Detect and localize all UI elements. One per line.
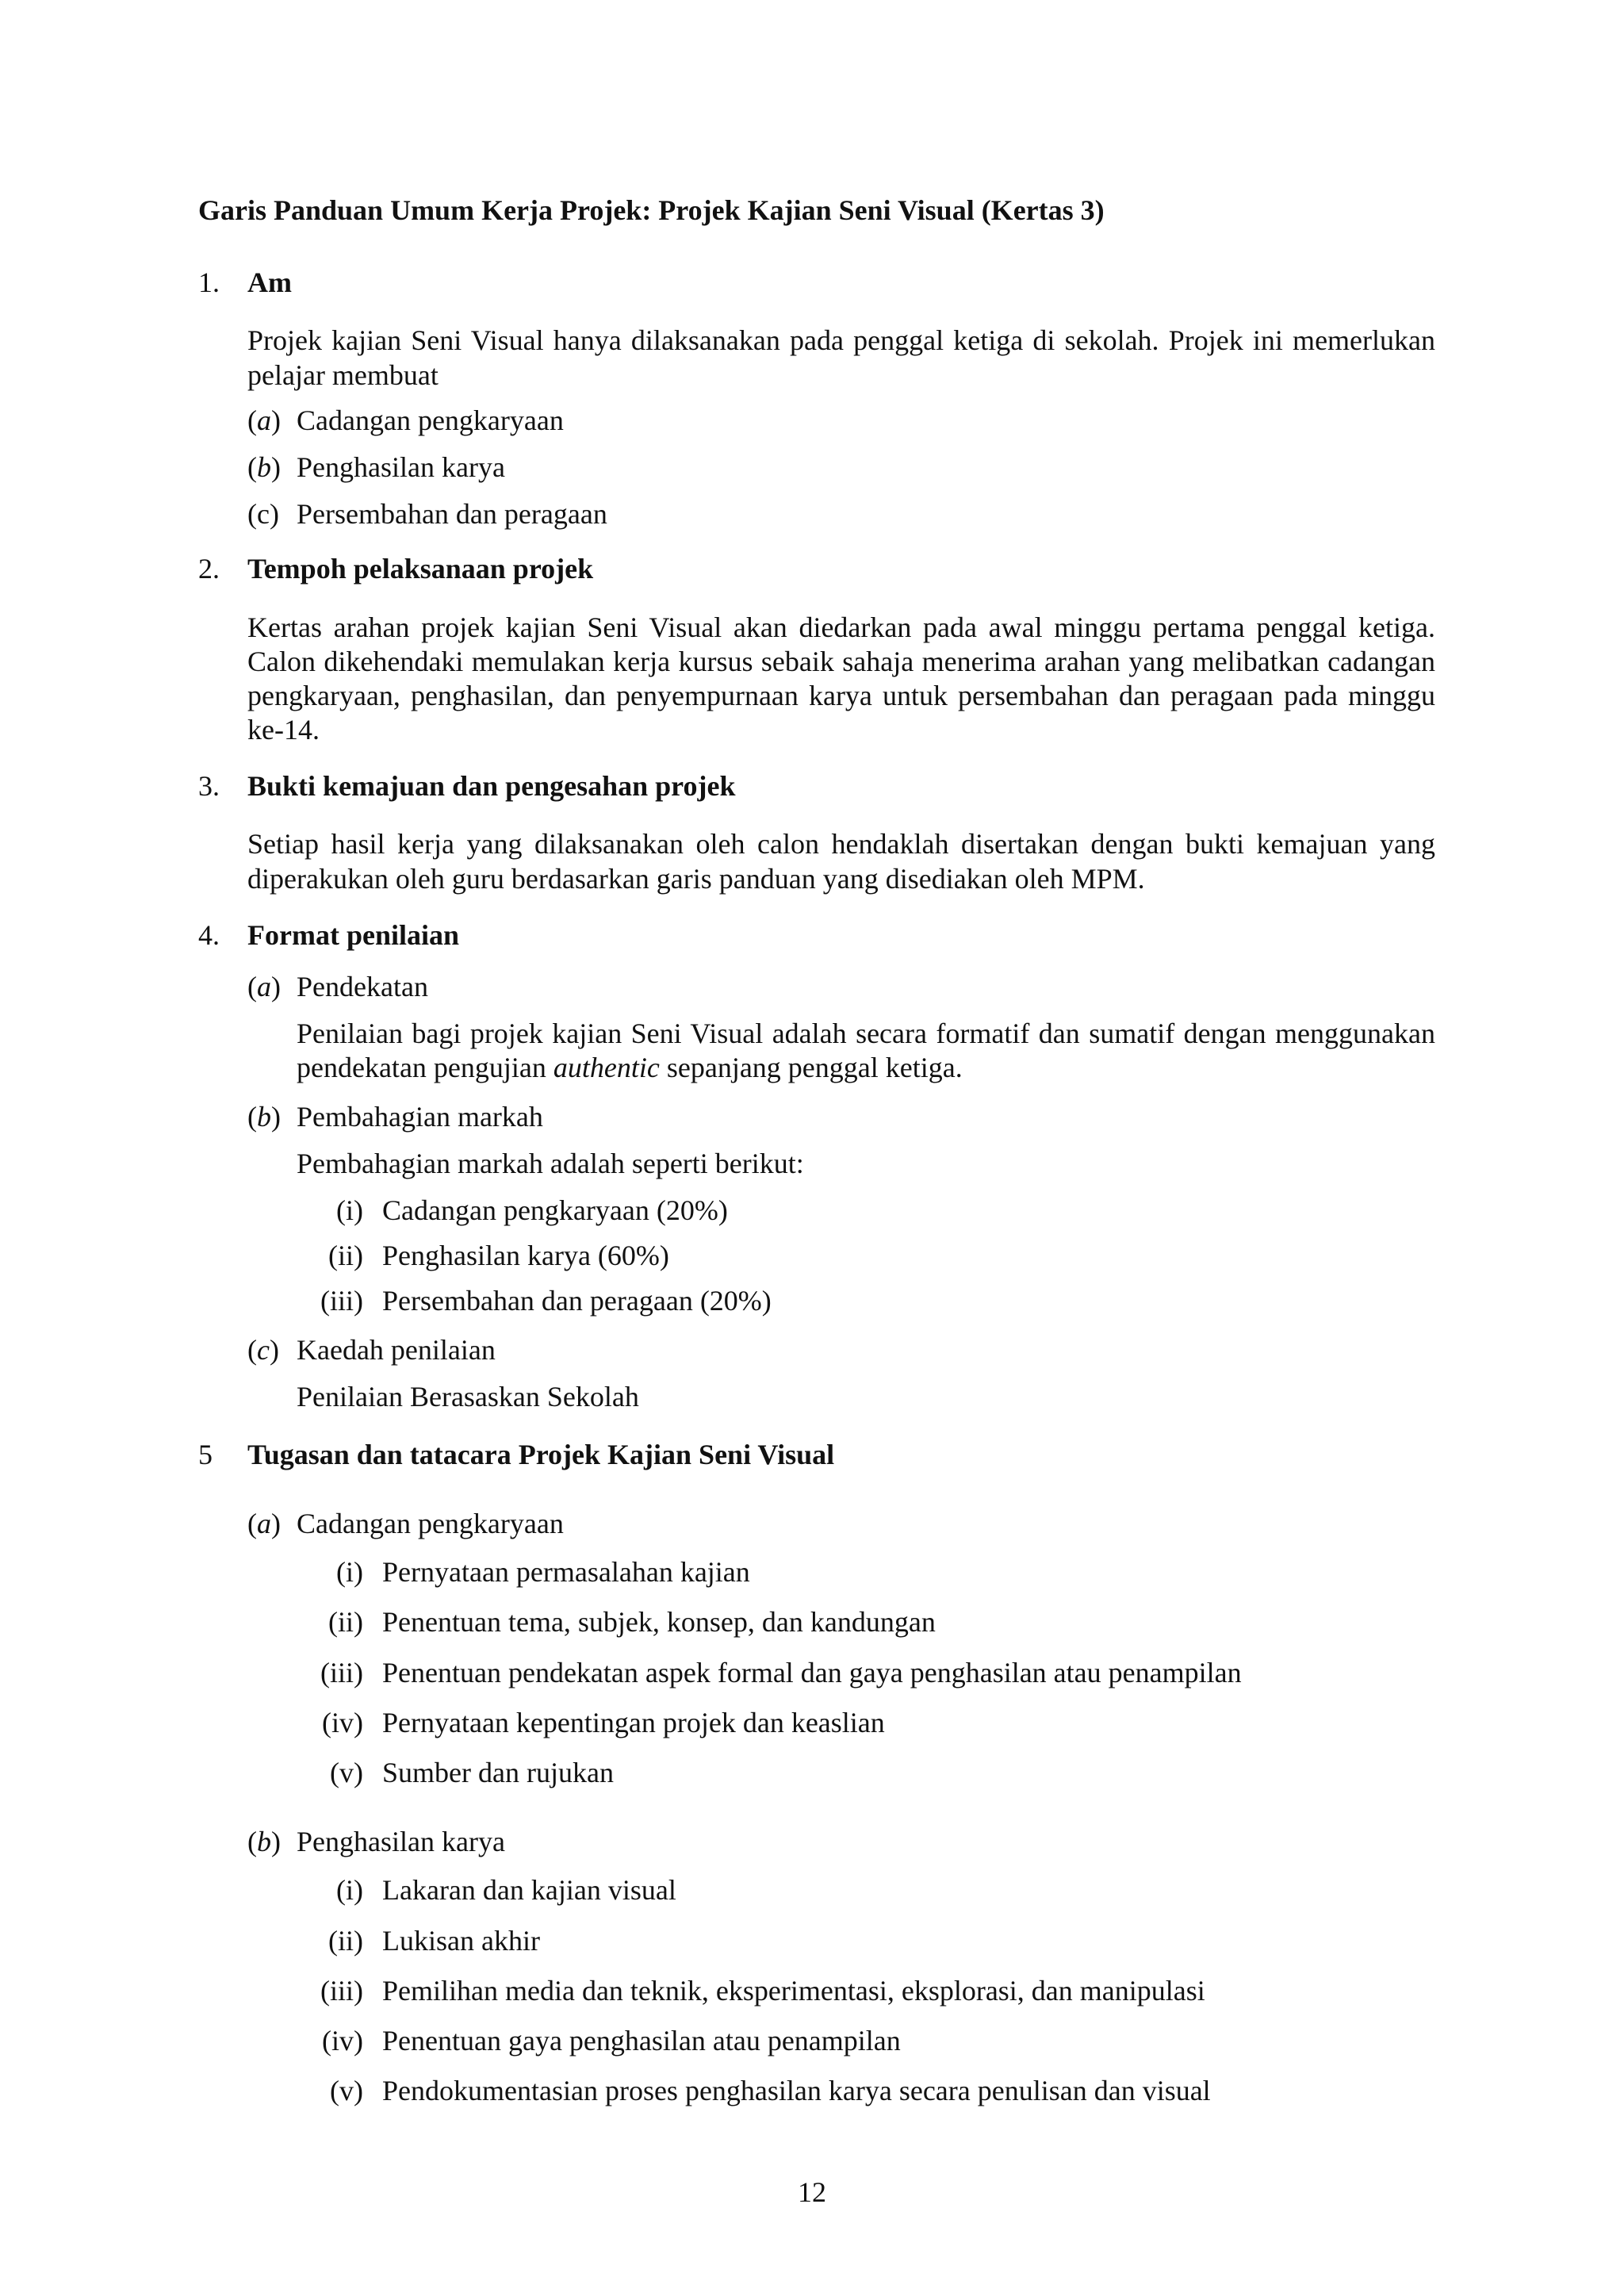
list-item-text: Penghasilan karya (60%) xyxy=(382,1240,669,1272)
list-marker: (i) xyxy=(336,1556,363,1589)
section-number: 2. xyxy=(198,553,220,585)
list-marker: (a) xyxy=(247,1508,281,1540)
list-marker: (b) xyxy=(247,1100,281,1133)
section-title: Bukti kemajuan dan pengesahan projek xyxy=(247,770,736,803)
list-item xyxy=(247,450,1435,485)
list-marker: (c) xyxy=(247,1333,279,1366)
section-title: Tempoh pelaksanaan projek xyxy=(247,553,594,585)
section-title: Am xyxy=(247,266,292,299)
page-number: 12 xyxy=(798,2176,826,2208)
list-item xyxy=(297,2024,1435,2058)
subsection-pembahagian-markah xyxy=(247,1100,1435,1319)
subsection-paragraph: Penilaian bagi projek kajian Seni Visual adalah secara formatif dan sumatif dengan menggunakan pendekatan pengujian authentic sepanjang penggal ketiga. xyxy=(297,1018,1435,1084)
section-paragraph: Setiap hasil kerja yang dilaksanakan oleh calon hendaklah disertakan dengan bukti kemajuan yang diperakukan oleh guru berdasarkan garis panduan yang disediakan oleh MPM. xyxy=(247,828,1435,895)
list-item-text: Pendokumentasian proses penghasilan karya secara penulisan dan visual xyxy=(382,2075,1211,2107)
list-item xyxy=(297,1605,1435,1639)
list-item xyxy=(297,1284,1435,1318)
list-item xyxy=(247,404,1435,438)
section-paragraph: Projek kajian Seni Visual hanya dilaksanakan pada penggal ketiga di sekolah. Projek ini memerlukan pelajar membuat xyxy=(247,324,1435,391)
list-marker: (b) xyxy=(247,1826,281,1858)
list-marker: (c) xyxy=(247,498,279,531)
subsection-label: Penghasilan karya xyxy=(297,1826,505,1858)
list-item-text: Penghasilan karya xyxy=(297,450,505,483)
section-title: Format penilaian xyxy=(247,918,459,951)
list-item-text: Sumber dan rujukan xyxy=(382,1757,614,1788)
section-am xyxy=(198,266,1435,531)
list-item xyxy=(297,1555,1435,1589)
subsection-penghasilan-karya xyxy=(247,1825,1435,2108)
list-marker: (v) xyxy=(330,1757,363,1788)
list-marker: (ii) xyxy=(328,1924,363,1957)
list-item xyxy=(297,1974,1435,2008)
list-item-text: Persembahan dan peragaan xyxy=(297,498,607,531)
subsection-label: Kaedah penilaian xyxy=(297,1333,496,1366)
section-paragraph: Kertas arahan projek kajian Seni Visual akan diedarkan pada awal minggu pertama penggal ketiga. Calon dikehendaki memulakan kerja kursus sebaik sahaja menerima arahan yang melibatkan cadangan pengkaryaan, penghasilan, dan penyempurnaan karya untuk persembahan dan peragaan pada minggu ke-14. xyxy=(247,611,1435,746)
section-number: 4. xyxy=(198,918,220,951)
section-tempoh xyxy=(198,552,1435,747)
list-marker: (iv) xyxy=(322,1706,363,1738)
list-item-text: Penentuan tema, subjek, konsep, dan kandungan xyxy=(382,1606,936,1639)
subsection-label: Cadangan pengkaryaan xyxy=(297,1508,564,1540)
list-item xyxy=(247,497,1435,531)
section-bukti xyxy=(198,769,1435,896)
subsection-cadangan-pengkaryaan xyxy=(247,1507,1435,1790)
list-marker: (iv) xyxy=(322,2024,363,2056)
list-marker: (a) xyxy=(247,971,281,1002)
list-marker: (v) xyxy=(330,2075,363,2107)
list-marker: (a) xyxy=(247,404,281,436)
list-item-text: Penentuan gaya penghasilan atau penampilan xyxy=(382,2024,901,2056)
subsection-label: Pembahagian markah xyxy=(297,1100,543,1133)
section-number: 5 xyxy=(198,1438,213,1470)
subsection-paragraph: Pembahagian markah adalah seperti berikut: xyxy=(297,1147,804,1179)
list-marker: (iii) xyxy=(320,1974,363,2007)
subsection-kaedah-penilaian xyxy=(247,1333,1435,1414)
list-item xyxy=(297,1239,1435,1273)
list-item-text: Penentuan pendekatan aspek formal dan gaya penghasilan atau penampilan xyxy=(382,1656,1242,1688)
list-marker: (iii) xyxy=(320,1285,363,1317)
list-marker: (i) xyxy=(336,1194,363,1226)
list-item-text: Pernyataan kepentingan projek dan keaslian xyxy=(382,1706,885,1738)
section-title: Tugasan dan tatacara Projek Kajian Seni Visual xyxy=(247,1438,835,1470)
section-tugasan xyxy=(198,1438,1435,2108)
list-item-text: Cadangan pengkaryaan (20%) xyxy=(382,1194,728,1226)
list-item xyxy=(297,1194,1435,1228)
section-number: 1. xyxy=(198,266,220,299)
list-item-text: Pernyataan permasalahan kajian xyxy=(382,1556,750,1589)
list-item xyxy=(297,1873,1435,1907)
list-item xyxy=(297,1756,1435,1790)
list-marker: (ii) xyxy=(328,1606,363,1639)
document-title: Garis Panduan Umum Kerja Projek: Projek Kajian Seni Visual (Kertas 3) xyxy=(198,194,1105,226)
subsection-paragraph: Penilaian Berasaskan Sekolah xyxy=(297,1380,639,1412)
list-item xyxy=(297,1656,1435,1690)
section-format-penilaian xyxy=(198,918,1435,1414)
list-marker: (ii) xyxy=(328,1240,363,1272)
document-page xyxy=(198,194,1435,2108)
list-marker: (b) xyxy=(247,450,281,483)
list-item xyxy=(297,1706,1435,1740)
list-item-text: Cadangan pengkaryaan xyxy=(297,404,564,436)
list-item-text: Lakaran dan kajian visual xyxy=(382,1874,676,1907)
section-number: 3. xyxy=(198,770,220,803)
list-marker: (i) xyxy=(336,1874,363,1907)
subsection-pendekatan xyxy=(247,970,1435,1086)
list-item xyxy=(297,2074,1435,2108)
list-item-text: Persembahan dan peragaan (20%) xyxy=(382,1285,772,1317)
subsection-label: Pendekatan xyxy=(297,971,428,1002)
list-marker: (iii) xyxy=(320,1656,363,1688)
list-item xyxy=(297,1924,1435,1958)
list-item-text: Lukisan akhir xyxy=(382,1924,540,1957)
list-item-text: Pemilihan media dan teknik, eksperimentasi, eksplorasi, dan manipulasi xyxy=(382,1974,1205,2007)
